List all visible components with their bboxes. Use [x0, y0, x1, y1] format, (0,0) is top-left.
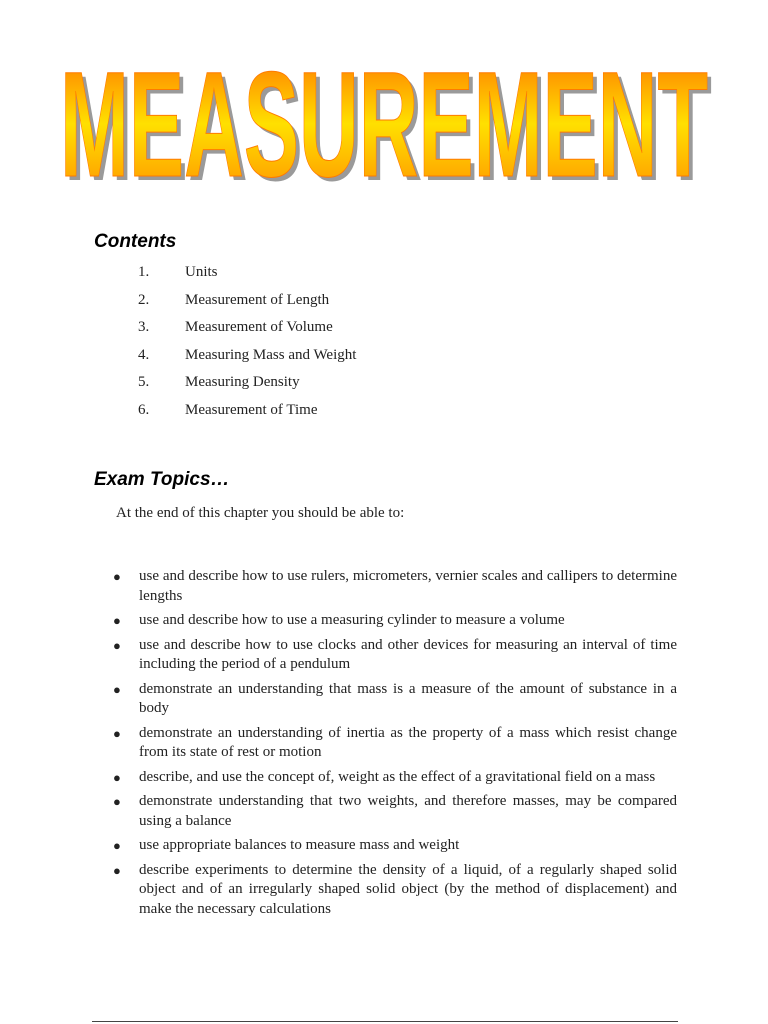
bullet-icon: ●: [113, 862, 121, 878]
topic-text: demonstrate understanding that two weights, and therefore masses, may be compared using a balance: [139, 793, 677, 829]
bullet-icon: ●: [113, 794, 121, 809]
contents-item-number: 1.: [138, 264, 150, 280]
contents-item: [138, 290, 356, 318]
topic-item: [113, 680, 677, 719]
bullet-icon: ●: [113, 725, 121, 741]
topic-item: [113, 636, 677, 675]
footer-divider: [92, 1021, 678, 1022]
page-title-wordart: [50, 56, 720, 196]
topic-text: use and describe how to use clocks and other devices for measuring an interval of time including the period of a pendulum: [139, 636, 677, 672]
bullet-icon: ●: [113, 637, 121, 653]
topic-item: [113, 792, 677, 831]
topic-text: describe experiments to determine the density of a liquid, of a regularly shaped solid object and of an irregularly shaped solid object (by the method of displacement) and make the necessary calculations: [139, 861, 677, 917]
contents-item-label: Measuring Density: [185, 374, 300, 391]
contents-item: [138, 262, 356, 290]
topic-item: [113, 724, 677, 763]
topic-text: use and describe how to use rulers, micrometers, vernier scales and callipers to determine lengths: [139, 568, 677, 604]
title-shadow: MEASUREMENT: [64, 56, 712, 196]
bullet-icon: ●: [113, 613, 121, 628]
contents-item-number: 5.: [138, 374, 150, 391]
contents-item: [138, 372, 356, 400]
contents-item-label: Measurement of Time: [185, 401, 318, 418]
bullet-icon: ●: [113, 681, 121, 697]
exam-intro-text: At the end of this chapter you should be able to:: [116, 505, 405, 521]
contents-item-number: 2.: [138, 291, 150, 308]
exam-topics-heading: Exam Topics…: [94, 469, 230, 490]
topic-item: [113, 836, 677, 856]
topic-item: [113, 861, 677, 920]
contents-item: [138, 317, 356, 345]
contents-item-number: 4.: [138, 346, 150, 363]
topic-item: [113, 567, 677, 606]
title-svg: [50, 56, 720, 196]
bullet-icon: ●: [113, 769, 121, 785]
contents-item: [138, 345, 356, 373]
contents-list: [138, 262, 356, 428]
contents-item-label: Measurement of Length: [185, 291, 330, 308]
contents-item-label: Units: [185, 264, 218, 280]
contents-item-number: 3.: [138, 319, 150, 336]
contents-item-label: Measurement of Volume: [185, 319, 333, 336]
bullet-icon: ●: [113, 569, 121, 584]
contents-item-label: Measuring Mass and Weight: [185, 346, 357, 363]
contents-item: [138, 400, 356, 428]
topic-item: [113, 611, 677, 631]
contents-heading: Contents: [94, 231, 177, 252]
contents-item-number: 6.: [138, 401, 150, 418]
exam-topics-list: [113, 567, 677, 924]
topic-item: [113, 768, 677, 788]
bullet-icon: ●: [113, 838, 121, 853]
topic-text: use appropriate balances to measure mass and weight: [139, 837, 460, 853]
topic-text: demonstrate an understanding of inertia as the property of a mass which resist change from its state of rest or motion: [139, 724, 677, 760]
page-title: MEASUREMENT: [60, 56, 708, 196]
topic-text: demonstrate an understanding that mass is a measure of the amount of substance in a body: [139, 680, 677, 716]
topic-text: use and describe how to use a measuring cylinder to measure a volume: [139, 612, 565, 628]
topic-text: describe, and use the concept of, weight as the effect of a gravitational field on a mass: [139, 768, 656, 785]
